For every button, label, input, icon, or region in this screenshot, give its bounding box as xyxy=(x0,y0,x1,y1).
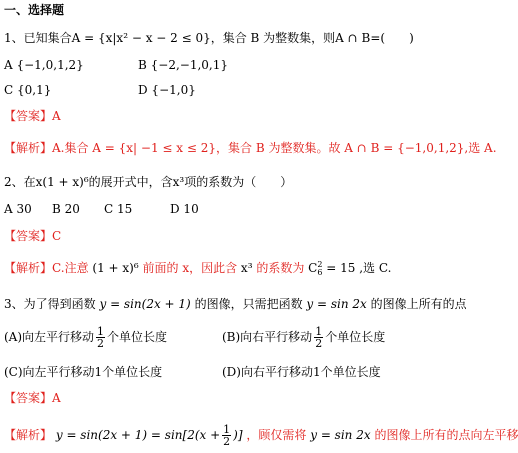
q2-analysis-combination: C 2 6 xyxy=(308,259,323,277)
q1-option-b: B {−2,−1,0,1} xyxy=(138,58,228,72)
q2-option-b: B 20 xyxy=(52,202,80,216)
q3-answer: 【答案】A xyxy=(4,391,61,405)
q2-analysis-expr: (1 + x)⁶ xyxy=(92,261,139,275)
q2-analysis-mid: 前面的 x，因此含 xyxy=(142,261,238,275)
q1-option-a: A {−1,0,1,2} xyxy=(4,58,84,72)
q2-analysis-x3: x³ xyxy=(240,261,253,275)
q2-option-c: C 15 xyxy=(104,202,133,216)
q2-option-d: D 10 xyxy=(170,202,199,216)
q1-answer: 【答案】A xyxy=(4,109,61,123)
q3-option-c: (C)向左平行移动1个单位长度 xyxy=(4,365,163,379)
q2-answer: 【答案】C xyxy=(4,229,62,243)
q1-analysis: 【解析】A.集合 A = {x| −1 ≤ x ≤ 2}，集合 B 为整数集。故 A ∩ B = {−1,0,1,2},选 A. xyxy=(4,141,497,155)
q2-analysis-coef: 的系数为 xyxy=(256,261,305,275)
q1-option-c: C {0,1} xyxy=(4,83,52,97)
q2-analysis-prefix: 【解析】C.注意 xyxy=(4,261,89,275)
q3-stem-func1: y = sin(2x + 1) xyxy=(99,297,191,311)
section-title: 一、选择题 xyxy=(4,3,65,17)
q2-option-a: A 30 xyxy=(4,202,32,216)
q1-stem: 1、已知集合A = {x|x² − x − 2 ≤ 0}，集合 B 为整数集，则A ∩ B=( ) xyxy=(4,31,414,45)
q3-stem-func2: y = sin 2x xyxy=(306,297,367,311)
q3-stem: 3、为了得到函数 y = sin(2x + 1) 的图像，只需把函数 y = sin 2x 的图像上所有的点 xyxy=(4,297,467,311)
q3-option-d: (D)向右平行移动1个单位长度 xyxy=(222,365,381,379)
q3-analysis-equation: y = sin(2x + 1) = sin[2(x + $\frac{1}{2}$ )] xyxy=(55,423,243,448)
q1-option-d: D {−1,0} xyxy=(138,83,196,97)
q2-analysis xyxy=(4,260,391,277)
q2-stem: 2、在x(1 + x)⁶的展开式中，含x³项的系数为（ ） xyxy=(4,175,293,189)
q3-option-b: (B)向右平行移动 $\frac{1}{2}$ 个单位长度 xyxy=(222,325,386,350)
q2-analysis-end: = 15 ,选 C. xyxy=(326,261,392,275)
q3-analysis: 【解析】 y = sin(2x + 1) = sin[2(x + $\frac{1}{2}$ )] ，顾仅需将 y = sin 2x 的图像上所有的点向左平移 xyxy=(4,423,518,448)
q3-option-a: (A)向左平行移动 $\frac{1}{2}$ 个单位长度 xyxy=(4,325,168,350)
